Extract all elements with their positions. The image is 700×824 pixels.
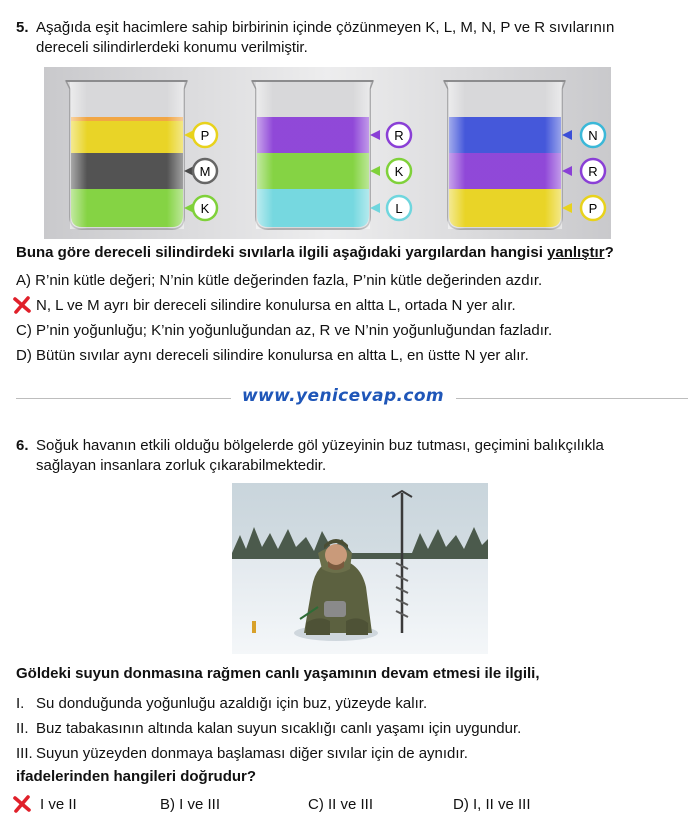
beaker-1 bbox=[66, 81, 187, 229]
svg-text:P: P bbox=[588, 201, 598, 216]
question-6-intro-line1: Soğuk havanın etkili olduğu bölgelerde göl yüzeyinin buz tutması, geçimini balıkçılıkla bbox=[36, 437, 604, 454]
question-6-ask: ifadelerinden hangileri doğrudur? bbox=[16, 768, 257, 785]
svg-text:M: M bbox=[199, 164, 211, 179]
statement-2: II. Buz tabakasının altında kalan suyun sıcaklığı canlı yaşamı için uygundur. bbox=[16, 720, 522, 737]
question-6-number: 6. bbox=[16, 437, 29, 454]
question-5-keyword: yanlıştır bbox=[547, 244, 605, 261]
ice-fishing-photo bbox=[232, 483, 488, 654]
q5-option-a[interactable]: A) R’nin kütle değeri; N’nin kütle değerinden fazla, P’nin kütle değerinden azdır. bbox=[16, 272, 543, 289]
svg-text:P: P bbox=[200, 128, 210, 143]
statement-3: III. Suyun yüzeyden donmaya başlaması diğer sıvılar için de aynıdır. bbox=[16, 745, 468, 762]
svg-text:K: K bbox=[394, 164, 404, 179]
divider-right bbox=[456, 398, 688, 399]
svg-text:R: R bbox=[394, 128, 404, 143]
statement-1: I. Su donduğunda yoğunluğu azaldığı için buz, yüzeyde kalır. bbox=[16, 695, 428, 712]
q6-option-d[interactable]: D) I, II ve III bbox=[453, 796, 531, 813]
divider-left bbox=[16, 398, 231, 399]
beakers-figure bbox=[44, 67, 611, 239]
question-5-number: 5. bbox=[16, 19, 29, 36]
svg-text:K: K bbox=[200, 201, 210, 216]
q6-option-c[interactable]: C) II ve III bbox=[308, 796, 374, 813]
beaker-3 bbox=[444, 81, 565, 229]
question-6-intro-line2: sağlayan insanlara zorluk çıkarabilmektedir. bbox=[36, 457, 327, 474]
q5-option-b[interactable]: N, L ve M ayrı bir dereceli silindire konulursa en altta L, ortada N yer alır. bbox=[36, 297, 516, 314]
q5-option-c[interactable]: C) P’nin yoğunluğu; K’nin yoğunluğundan az, R ve N’nin yoğunluğundan fazladır. bbox=[16, 322, 553, 339]
svg-text:N: N bbox=[588, 128, 598, 143]
q6-answer-cross-icon bbox=[12, 794, 32, 814]
svg-text:R: R bbox=[588, 164, 598, 179]
question-5-prompt: Buna göre dereceli silindirdeki sıvılarla ilgili aşağıdaki yargılardan hangisi yanlıştır? bbox=[16, 244, 614, 261]
q6-option-b[interactable]: B) I ve III bbox=[160, 796, 221, 813]
question-6-prompt: Göldeki suyun donmasına rağmen canlı yaşamının devam etmesi ile ilgili, bbox=[16, 665, 540, 682]
svg-text:L: L bbox=[395, 201, 403, 216]
question-5-intro-line1: Aşağıda eşit hacimlere sahip birbirinin içinde çözünmeyen K, L, M, N, P ve R sıvılarının bbox=[36, 19, 615, 36]
q6-option-a[interactable]: I ve II bbox=[40, 796, 77, 813]
q5-option-d[interactable]: D) Bütün sıvılar aynı dereceli silindire konulursa en altta L, en üstte N yer alır. bbox=[16, 347, 529, 364]
q5-answer-cross-icon bbox=[12, 295, 32, 315]
question-5-intro-line2: dereceli silindirlerdeki konumu verilmiştir. bbox=[36, 39, 308, 56]
watermark-link[interactable]: www.yenicevap.com bbox=[241, 386, 445, 406]
beaker-2 bbox=[252, 81, 373, 229]
